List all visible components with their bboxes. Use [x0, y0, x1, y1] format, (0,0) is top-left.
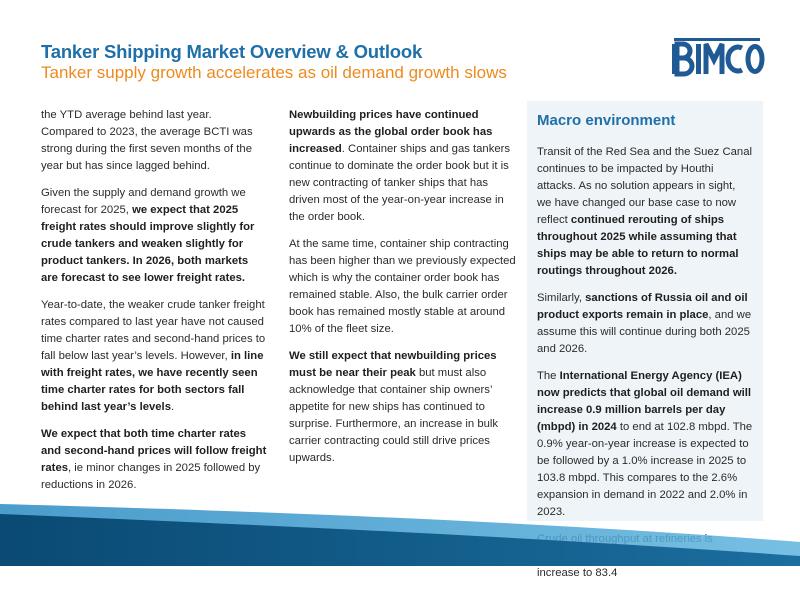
paragraph: [537, 290, 753, 358]
text-run: .: [170, 401, 175, 413]
bimco-logo: [670, 36, 766, 82]
paragraph: [41, 426, 267, 494]
bold-text: We still expect that newbuilding prices must be near their peak: [289, 350, 497, 379]
text-run: Transit of the Red Sea and the Suez Canal continues to be impacted by Houthi attacks. As no solution appears in sight, we have changed our base case to now reflect: [537, 146, 752, 226]
text-run: . Container ships and gas tankers continue to dominate the order book but it is new contracting of tanker ships that has driven most of the year-on-year increase in the order book.: [289, 143, 511, 223]
paragraph: [41, 107, 267, 175]
bold-text: in line with freight rates, we have recently seen time charter rates for both sectors fall behind last year’s levels: [41, 350, 264, 413]
document-title: Tanker Shipping Market Overview & Outlook: [41, 41, 423, 62]
bold-text: continued rerouting of ships throughout 2025 while assuming that ships may be able to return to normal routings throughout 2026.: [537, 214, 739, 277]
paragraph: [41, 185, 267, 287]
text-run: but must also acknowledge that container ship owners’ appetite for new ships has continued to surprise. Furthermore, an increase in bulk carrier contracting could still drive prices upwards.: [289, 367, 499, 464]
column-middle: [289, 107, 519, 477]
bold-text: Newbuilding prices have continued upwards as the global order book has increased: [289, 109, 493, 155]
text-run: At the same time, container ship contracting has been higher than we previously expected which is why the container order book has remained stable. Also, the bulk carrier order book has remained mostly stable at around 10% of the fleet size.: [289, 238, 516, 335]
text-run: to end at 102.8 mbpd. The 0.9% year-on-year increase is expected to be followed by a 1.0% increase in 2025 to 103.8 mbpd. This compares to the 2.6% expansion in demand in 2022 and 2.0% in 2023.: [537, 421, 753, 518]
bold-text: International Energy Agency (IEA) now predicts that global oil demand will increase 0.9 million barrels per day (mbpd) in 2024: [537, 370, 752, 433]
paragraph: [289, 236, 519, 338]
paragraph: [537, 144, 753, 280]
bold-text: we expect that 2025 freight rates should improve slightly for crude tankers and weaken slightly for product tankers. In 2026, both markets are forecast to see lower freight rates.: [41, 204, 255, 284]
text-run: The: [537, 370, 560, 382]
document-subtitle: Tanker supply growth accelerates as oil demand growth slows: [41, 63, 507, 82]
paragraph: [289, 348, 519, 467]
bold-text: sanctions of Russia oil and oil product exports remain in place: [537, 292, 748, 321]
text-run: Given the supply and demand growth we forecast for 2025,: [41, 187, 246, 216]
column-left: [41, 107, 267, 504]
paragraph: [289, 107, 519, 226]
text-run: increase to 83.4: [537, 567, 618, 579]
text-run: Year-to-date, the weaker crude tanker freight rates compared to last year have not caused time charter rates and second-hand prices to fall below last year’s levels. However,: [41, 299, 266, 362]
text-run: , ie minor changes in 2025 followed by reductions in 2026.: [41, 462, 261, 491]
text-run: , and we assume this will continue during both 2025 and 2026.: [537, 309, 752, 355]
footer-wave-decoration: [0, 490, 800, 566]
section-heading: Macro environment: [537, 112, 676, 129]
bold-text: We expect that both time charter rates and second-hand prices will follow freight rates: [41, 428, 267, 474]
text-run: Similarly,: [537, 292, 586, 304]
paragraph: [41, 297, 267, 416]
text-run: the YTD average behind last year. Compared to 2023, the average BCTI was strong during the first seven months of the year but has since lagged behind.: [41, 109, 253, 172]
